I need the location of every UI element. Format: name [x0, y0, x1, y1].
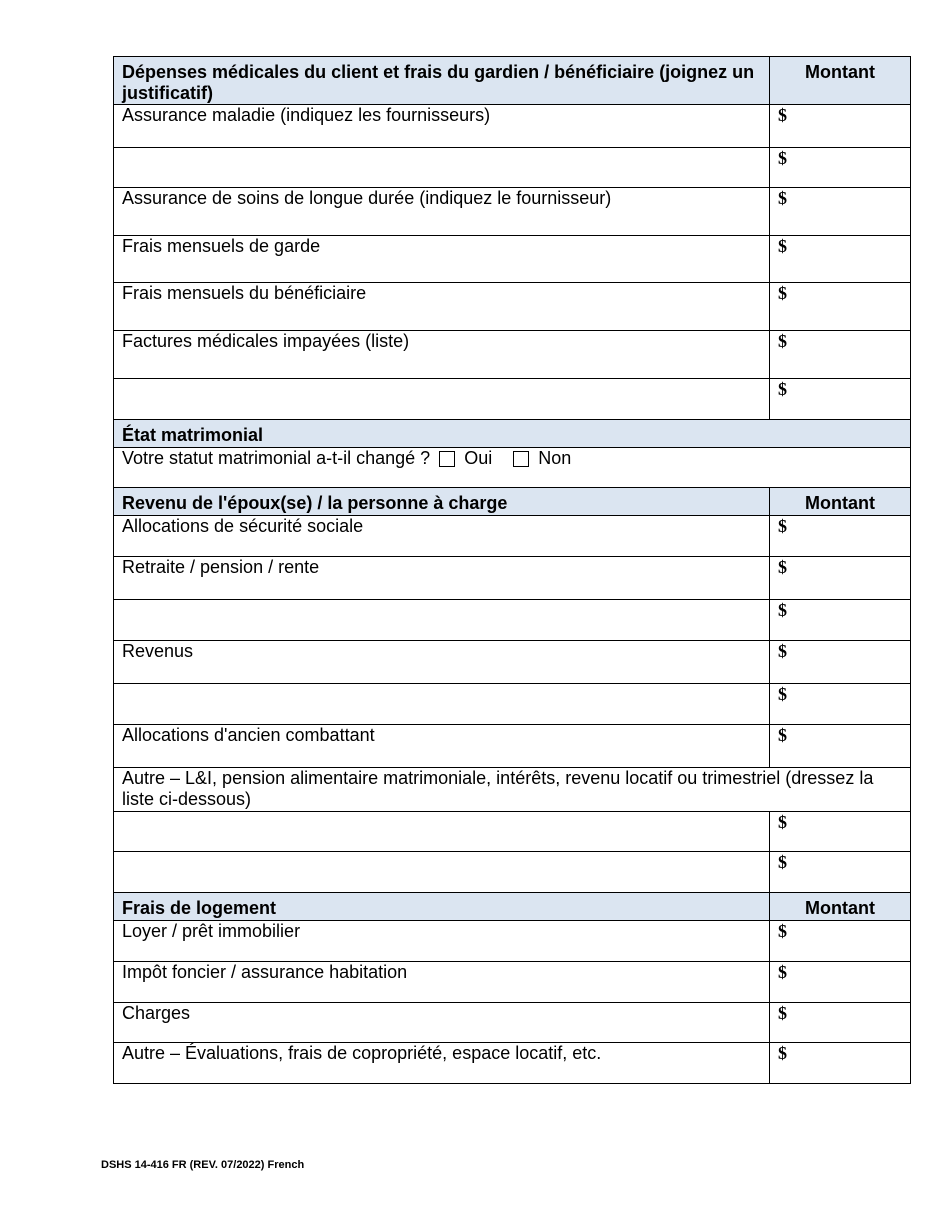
blank-entry-field[interactable] [114, 852, 770, 893]
dollar-sign: $ [778, 852, 787, 872]
blank-entry-field[interactable] [114, 600, 770, 641]
amount-field[interactable] [770, 852, 911, 893]
amount-field[interactable] [770, 641, 911, 684]
no-checkbox[interactable] [513, 451, 529, 467]
amount-field[interactable] [770, 962, 911, 1003]
dollar-sign: $ [778, 725, 787, 745]
table-row [114, 105, 911, 148]
table-row [114, 331, 911, 379]
housing-header-row [114, 893, 911, 921]
housing-row-label: Loyer / prêt immobilier [114, 921, 770, 962]
medical-header-row [114, 57, 911, 105]
dollar-sign: $ [778, 148, 787, 168]
income-expense-form [113, 56, 911, 1084]
blank-entry-field[interactable] [114, 812, 770, 852]
dollar-sign: $ [778, 600, 787, 620]
table-row [114, 188, 911, 236]
amount-field[interactable] [770, 105, 911, 148]
housing-header: Frais de logement [114, 893, 770, 921]
dollar-sign: $ [778, 105, 787, 125]
spouse-amount-header: Montant [770, 488, 911, 516]
amount-field[interactable] [770, 812, 911, 852]
table-row [114, 516, 911, 557]
medical-row-label: Frais mensuels de garde [114, 236, 770, 283]
amount-field[interactable] [770, 600, 911, 641]
table-row [114, 812, 911, 852]
amount-field[interactable] [770, 331, 911, 379]
housing-row-label: Charges [114, 1003, 770, 1043]
table-row [114, 684, 911, 725]
dollar-sign: $ [778, 962, 787, 982]
blank-entry-field[interactable] [114, 148, 770, 188]
amount-field[interactable] [770, 1003, 911, 1043]
dollar-sign: $ [778, 516, 787, 536]
amount-field[interactable] [770, 236, 911, 283]
other-income-label: Autre – L&I, pension alimentaire matrimoniale, intérêts, revenu locatif ou trimestriel (dressez la liste ci-dessous) [114, 768, 911, 812]
spouse-income-header: Revenu de l'époux(se) / la personne à charge [114, 488, 770, 516]
housing-row-label: Impôt foncier / assurance habitation [114, 962, 770, 1003]
table-row [114, 768, 911, 812]
yes-checkbox[interactable] [439, 451, 455, 467]
marital-question-row [114, 448, 911, 488]
dollar-sign: $ [778, 331, 787, 351]
marital-header: État matrimonial [114, 420, 911, 448]
dollar-sign: $ [778, 684, 787, 704]
medical-row-label: Assurance maladie (indiquez les fournisseurs) [114, 105, 770, 148]
form-footer: DSHS 14-416 FR (REV. 07/2022) French [101, 1159, 305, 1171]
table-row [114, 283, 911, 331]
table-row [114, 1043, 911, 1084]
housing-row-label: Autre – Évaluations, frais de copropriété, espace locatif, etc. [114, 1043, 770, 1084]
table-row [114, 236, 911, 283]
blank-entry-field[interactable] [114, 684, 770, 725]
housing-amount-header: Montant [770, 893, 911, 921]
blank-entry-field[interactable] [114, 379, 770, 420]
marital-question: Votre statut matrimonial a-t-il changé ? [122, 448, 431, 468]
dollar-sign: $ [778, 641, 787, 661]
amount-field[interactable] [770, 725, 911, 768]
dollar-sign: $ [778, 379, 787, 399]
no-label: Non [538, 448, 572, 468]
income-row-label: Allocations d'ancien combattant [114, 725, 770, 768]
dollar-sign: $ [778, 557, 787, 577]
income-row-label: Revenus [114, 641, 770, 684]
table-row [114, 641, 911, 684]
amount-field[interactable] [770, 283, 911, 331]
amount-field[interactable] [770, 379, 911, 420]
dollar-sign: $ [778, 188, 787, 208]
medical-header: Dépenses médicales du client et frais du gardien / bénéficiaire (joignez un justificatif) [114, 57, 770, 105]
medical-amount-header: Montant [770, 57, 911, 105]
medical-row-label: Factures médicales impayées (liste) [114, 331, 770, 379]
amount-field[interactable] [770, 516, 911, 557]
amount-field[interactable] [770, 188, 911, 236]
marital-header-row [114, 420, 911, 448]
spouse-income-header-row [114, 488, 911, 516]
dollar-sign: $ [778, 236, 787, 256]
amount-field[interactable] [770, 1043, 911, 1084]
medical-row-label: Assurance de soins de longue durée (indiquez le fournisseur) [114, 188, 770, 236]
income-row-label: Retraite / pension / rente [114, 557, 770, 600]
medical-row-label: Frais mensuels du bénéficiaire [114, 283, 770, 331]
table-row [114, 921, 911, 962]
table-row [114, 725, 911, 768]
income-row-label: Allocations de sécurité sociale [114, 516, 770, 557]
yes-label: Oui [464, 448, 493, 468]
dollar-sign: $ [778, 812, 787, 832]
amount-field[interactable] [770, 921, 911, 962]
amount-field[interactable] [770, 684, 911, 725]
amount-field[interactable] [770, 148, 911, 188]
table-row [114, 1003, 911, 1043]
table-row [114, 148, 911, 188]
dollar-sign: $ [778, 1003, 787, 1023]
marital-question-cell [114, 448, 911, 488]
table-row [114, 379, 911, 420]
table-row [114, 600, 911, 641]
table-row [114, 962, 911, 1003]
dollar-sign: $ [778, 283, 787, 303]
table-row [114, 852, 911, 893]
table-row [114, 557, 911, 600]
dollar-sign: $ [778, 1043, 787, 1063]
amount-field[interactable] [770, 557, 911, 600]
dollar-sign: $ [778, 921, 787, 941]
